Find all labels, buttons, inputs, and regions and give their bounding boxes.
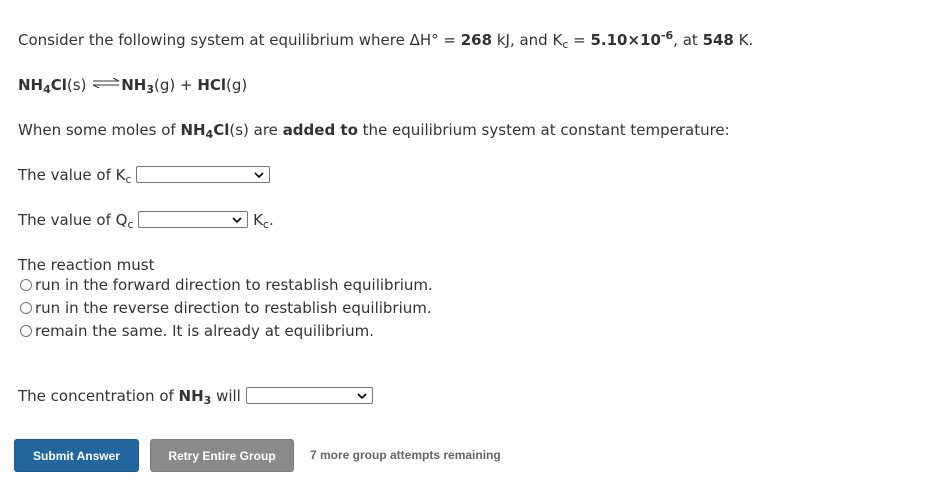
concentration-question bbox=[18, 386, 373, 406]
question-species-a: NH bbox=[180, 121, 206, 139]
reaction-must-label: The reaction must bbox=[18, 256, 155, 274]
concentration-prefix: The concentration of bbox=[18, 387, 179, 405]
product1-state: (g) + bbox=[153, 76, 198, 94]
product1-subscript: 3 bbox=[146, 83, 154, 96]
chevron-down-icon bbox=[357, 391, 367, 401]
at-text: , at bbox=[673, 31, 703, 49]
kc-value bbox=[590, 31, 673, 49]
delta-h-value: 268 bbox=[460, 31, 493, 49]
kc-equals: = bbox=[568, 31, 591, 49]
qc-label-subscript: c bbox=[127, 218, 134, 231]
attempts-remaining-text: 7 more group attempts remaining bbox=[310, 448, 501, 462]
reactant-formula bbox=[18, 76, 67, 94]
delta-h-unit: kJ, and K bbox=[492, 31, 563, 49]
question-species-b: Cl bbox=[213, 121, 230, 139]
concentration-suffix: will bbox=[211, 387, 241, 405]
radio-option-same[interactable] bbox=[20, 321, 374, 341]
reactant-subscript: 4 bbox=[43, 83, 51, 96]
radio-button[interactable] bbox=[20, 325, 32, 337]
question-action: added to bbox=[282, 121, 358, 139]
retry-group-button[interactable]: Retry Entire Group bbox=[150, 439, 294, 472]
kc-label: The value of K bbox=[18, 166, 126, 184]
temperature-unit: K. bbox=[733, 31, 754, 49]
qc-compare-k: K bbox=[248, 211, 263, 229]
product1-formula bbox=[121, 76, 154, 94]
radio-label: run in the forward direction to restablish equilibrium. bbox=[35, 276, 433, 294]
qc-select[interactable] bbox=[138, 211, 248, 228]
qc-compare-end: . bbox=[268, 211, 274, 229]
delta-h-symbol: ΔH° = bbox=[409, 31, 461, 49]
radio-button[interactable] bbox=[20, 302, 32, 314]
equilibrium-arrow-icon bbox=[92, 78, 120, 88]
concentration-species bbox=[179, 387, 212, 405]
qc-label: The value of Q bbox=[18, 211, 128, 229]
intro-prefix: Consider the following system at equilibrium where bbox=[18, 31, 410, 49]
radio-button[interactable] bbox=[20, 279, 32, 291]
concentration-species-subscript: 3 bbox=[203, 394, 212, 407]
reactant-part-b: Cl bbox=[50, 76, 67, 94]
product2-state: (g) bbox=[226, 76, 248, 94]
qc-question bbox=[18, 210, 274, 230]
intro-text bbox=[18, 30, 753, 50]
reactant-state: (s) bbox=[66, 76, 92, 94]
question-species-state: (s) are bbox=[229, 121, 283, 139]
question-species bbox=[180, 121, 229, 139]
question-prefix: When some moles of bbox=[18, 121, 181, 139]
radio-option-reverse[interactable] bbox=[20, 298, 432, 318]
question-species-subscript: 4 bbox=[205, 128, 214, 141]
submit-answer-button[interactable]: Submit Answer bbox=[14, 439, 139, 472]
kc-label-subscript: c bbox=[125, 173, 132, 186]
kc-subscript: c bbox=[562, 38, 569, 51]
question-suffix: the equilibrium system at constant temperature: bbox=[357, 121, 730, 139]
kc-select[interactable] bbox=[136, 166, 270, 183]
kc-exponent: -6 bbox=[660, 29, 674, 42]
kc-question bbox=[18, 165, 270, 185]
qc-compare-subscript: c bbox=[262, 218, 269, 231]
radio-label: remain the same. It is already at equilibrium. bbox=[35, 322, 375, 340]
radio-option-forward[interactable] bbox=[20, 275, 433, 295]
concentration-select[interactable] bbox=[246, 387, 373, 404]
product1-part-a: NH bbox=[121, 76, 147, 94]
kc-mantissa: 5.10×10 bbox=[590, 31, 661, 49]
chevron-down-icon bbox=[254, 170, 264, 180]
radio-label: run in the reverse direction to restablish equilibrium. bbox=[35, 299, 432, 317]
reaction-equation bbox=[18, 75, 247, 95]
reactant-part-a: NH bbox=[18, 76, 44, 94]
chevron-down-icon bbox=[232, 215, 242, 225]
question-text bbox=[18, 120, 730, 140]
concentration-species-a: NH bbox=[178, 387, 204, 405]
temperature-value: 548 bbox=[702, 31, 734, 49]
product2-formula: HCl bbox=[197, 76, 227, 94]
